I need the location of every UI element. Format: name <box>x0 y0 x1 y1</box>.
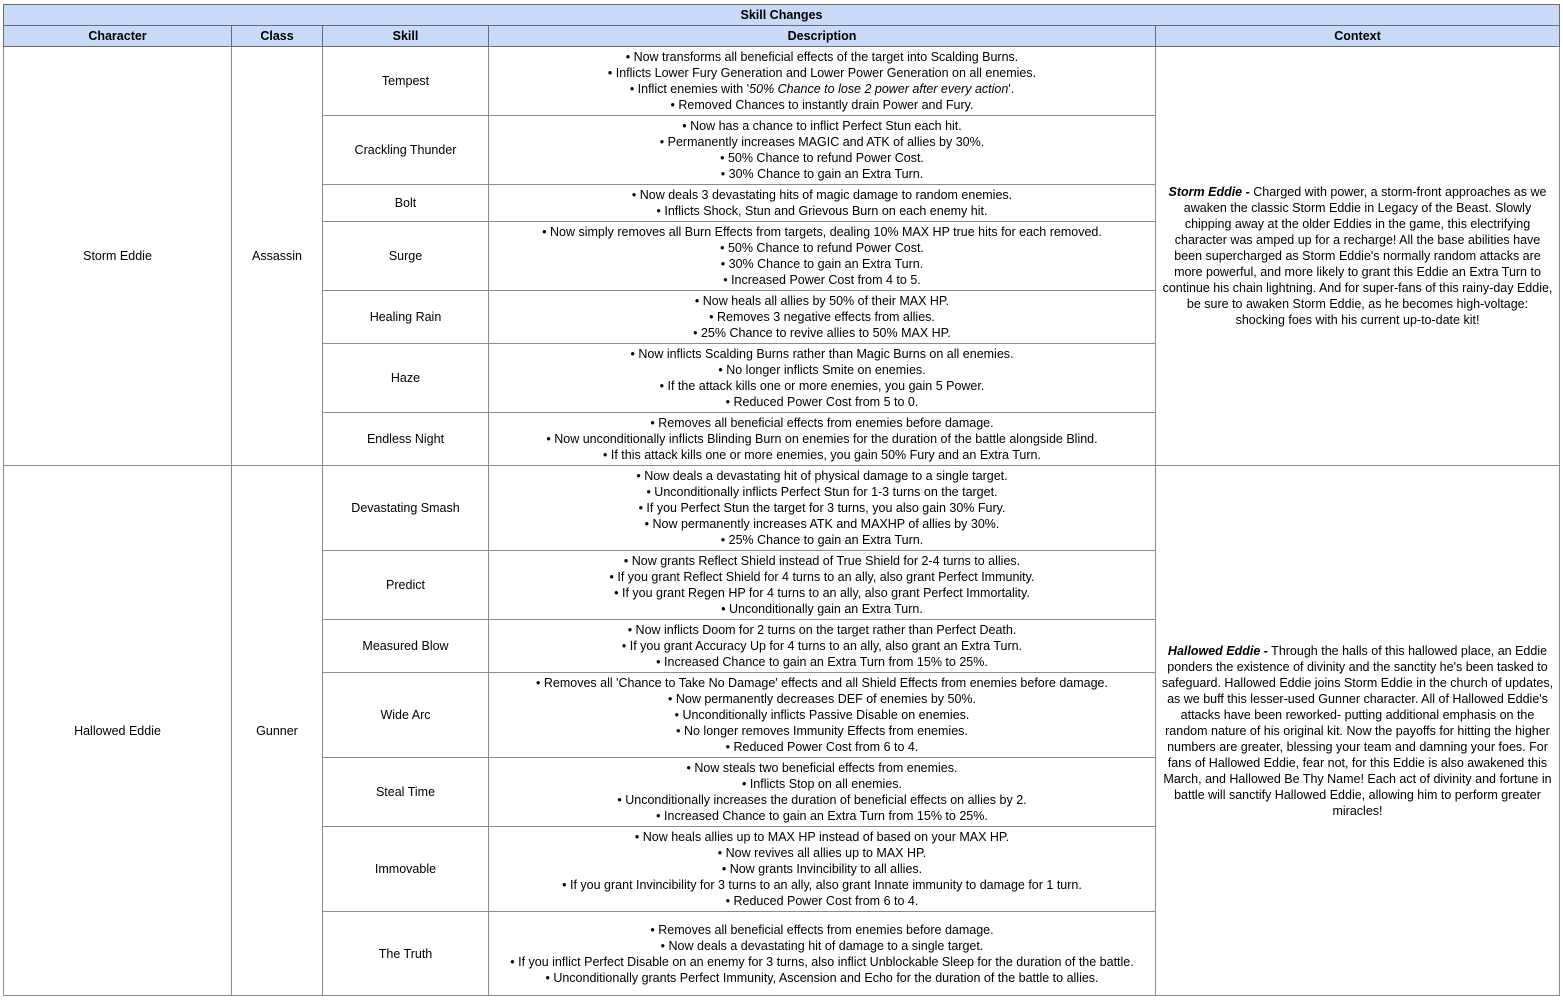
description-line: • If this attack kills one or more enemies, you gain 50% Fury and an Extra Turn. <box>603 448 1041 462</box>
skill-name: Immovable <box>323 827 489 912</box>
skill-description <box>489 827 1156 912</box>
description-line: • Now deals a devastating hit of damage to a single target. <box>660 938 984 953</box>
skill-name: Predict <box>323 551 489 620</box>
header-class: Class <box>232 26 323 47</box>
description-line: • 50% Chance to refund Power Cost. <box>720 241 924 255</box>
character-name: Storm Eddie <box>4 47 232 466</box>
description-line: • Now permanently increases ATK and MAXHP of allies by 30%. <box>644 517 1000 531</box>
description-line: • Removed Chances to instantly drain Power and Fury. <box>670 98 974 112</box>
description-line: • Removes all beneficial effects from enemies before damage. <box>650 922 994 937</box>
description-line: • Reduced Power Cost from 6 to 4. <box>725 740 919 754</box>
skill-name: Wide Arc <box>323 673 489 758</box>
character-class: Gunner <box>232 466 323 996</box>
character-context <box>1156 466 1560 996</box>
description-line: • If you grant Accuracy Up for 4 turns to an ally, also grant an Extra Turn. <box>621 639 1023 653</box>
skill-name: Endless Night <box>323 413 489 466</box>
skill-description <box>489 466 1156 551</box>
italic-quote: 50% Chance to lose 2 power after every action <box>749 82 1009 96</box>
description-line: • Inflicts Stop on all enemies. <box>741 777 902 791</box>
table-row <box>4 466 1560 551</box>
table-row <box>4 47 1560 116</box>
skill-description <box>489 912 1156 996</box>
skill-name: Haze <box>323 344 489 413</box>
description-line: • Now revives all allies up to MAX HP. <box>717 846 927 860</box>
description-line: • No longer inflicts Smite on enemies. <box>718 363 926 377</box>
skill-description <box>489 758 1156 827</box>
description-line: • Now unconditionally inflicts Blinding Burn on enemies for the duration of the battle alongside Blind. <box>546 432 1098 446</box>
skill-name: Healing Rain <box>323 291 489 344</box>
description-line: • Now heals allies up to MAX HP instead of based on your MAX HP. <box>634 830 1010 844</box>
character-class: Assassin <box>232 47 323 466</box>
description-line: • Now transforms all beneficial effects of the target into Scalding Burns. <box>625 50 1019 64</box>
header-skill: Skill <box>323 26 489 47</box>
description-line: • Now simply removes all Burn Effects from targets, dealing 10% MAX HP true hits for each removed. <box>542 225 1102 239</box>
skill-name: The Truth <box>323 912 489 996</box>
description-line: • Now has a chance to inflict Perfect Stun each hit. <box>682 119 962 133</box>
description-line: • Removes 3 negative effects from allies. <box>709 310 935 324</box>
description-line: • Now heals all allies by 50% of their MAX HP. <box>694 294 950 308</box>
context-title: Hallowed Eddie - <box>1167 643 1268 658</box>
skill-changes-table <box>3 4 1560 996</box>
header-context: Context <box>1156 26 1560 47</box>
description-line: • If you Perfect Stun the target for 3 turns, you also gain 30% Fury. <box>638 501 1006 515</box>
description-line: • If you grant Reflect Shield for 4 turns to an ally, also grant Perfect Immunity. <box>609 570 1035 584</box>
description-line: • Unconditionally increases the duration of beneficial effects on allies by 2. <box>617 793 1027 807</box>
description-line: • Inflicts Shock, Stun and Grievous Burn on each enemy hit. <box>656 204 988 218</box>
description-line: • Now grants Reflect Shield instead of True Shield for 2-4 turns to allies. <box>623 554 1021 568</box>
description-line: • Removes all 'Chance to Take No Damage' effects and all Shield Effects from enemies before damage. <box>536 676 1108 690</box>
skill-name: Bolt <box>323 185 489 222</box>
skill-description <box>489 222 1156 291</box>
description-line: • 50% Chance to refund Power Cost. <box>720 151 924 165</box>
character-name: Hallowed Eddie <box>4 466 232 996</box>
context-text: Through the halls of this hallowed place, an Eddie ponders the existence of divinity and the sanctity he's been tasked to safeguard. Hallowed Eddie joins Storm Eddie in the church of updates, as we buff this lesser-used Gunner character. All of Hallowed Eddie's attacks have been reworked- putting additional emphasis on the random nature of his original kit. Now the payoffs for hitting the higher numbers are greater, blessing your team and damning your foes. For fans of Hallowed Eddie, fear not, for this Eddie is also awakened this March, and Hallowed Be Thy Name! Each act of divinity and fortune in battle will sanctify Hallowed Eddie, allowing him to perform greater miracles! <box>1161 643 1554 818</box>
skill-description <box>489 291 1156 344</box>
description-line: • Now grants Invincibility to all allies. <box>721 862 923 876</box>
description-line: • Permanently increases MAGIC and ATK of allies by 30%. <box>659 135 985 149</box>
description-line: • No longer removes Immunity Effects from enemies. <box>676 724 968 738</box>
description-line: • 30% Chance to gain an Extra Turn. <box>720 167 924 181</box>
description-line: • Unconditionally inflicts Passive Disable on enemies. <box>674 708 970 722</box>
header-character: Character <box>4 26 232 47</box>
description-line: • Removes all beneficial effects from enemies before damage. <box>650 416 994 430</box>
skill-description <box>489 551 1156 620</box>
skill-name: Measured Blow <box>323 620 489 673</box>
description-line: • Now inflicts Doom for 2 turns on the target rather than Perfect Death. <box>627 623 1017 637</box>
context-text: Charged with power, a storm-front approaches as we awaken the classic Storm Eddie in Legacy of the Beast. Slowly chipping away at the older Eddies in the game, this electrifying character was amped up for a recharge! All the base abilities have been supercharged as Storm Eddie's normally random attacks are more powerful, and more likely to grant this Eddie an Extra Turn to continue his chain lightning. And for super-fans of this rainy-day Eddie, be sure to awaken Storm Eddie, as he becomes high-voltage: shocking foes with his current up-to-date kit! <box>1162 185 1553 327</box>
skill-name: Surge <box>323 222 489 291</box>
skill-name: Devastating Smash <box>323 466 489 551</box>
description-line: • Now steals two beneficial effects from enemies. <box>686 761 958 775</box>
skill-description <box>489 344 1156 413</box>
description-line: • Now permanently decreases DEF of enemies by 50%. <box>668 692 976 706</box>
skill-description <box>489 47 1156 116</box>
description-line: • Inflict enemies with '50% Chance to lose 2 power after every action'. <box>629 82 1015 96</box>
description-line: • Now inflicts Scalding Burns rather than Magic Burns on all enemies. <box>630 347 1014 361</box>
skill-description <box>489 413 1156 466</box>
description-line: • Increased Power Cost from 4 to 5. <box>723 273 921 287</box>
description-line: • 25% Chance to revive allies to 50% MAX HP. <box>693 326 951 340</box>
description-line: • Inflicts Lower Fury Generation and Lower Power Generation on all enemies. <box>607 66 1037 80</box>
skill-name: Crackling Thunder <box>323 116 489 185</box>
description-line: • Unconditionally inflicts Perfect Stun for 1-3 turns on the target. <box>646 485 998 499</box>
skill-name: Tempest <box>323 47 489 116</box>
description-line: • If you grant Invincibility for 3 turns to an ally, also grant Innate immunity to damage for 1 turn. <box>562 878 1082 892</box>
skill-description <box>489 620 1156 673</box>
description-line: • Increased Chance to gain an Extra Turn from 15% to 25%. <box>656 809 988 823</box>
description-line: • If you inflict Perfect Disable on an enemy for 3 turns, also inflict Unblockable Sleep for the duration of the battle. <box>510 954 1134 969</box>
skill-description <box>489 116 1156 185</box>
description-line: • Increased Chance to gain an Extra Turn from 15% to 25%. <box>656 655 988 669</box>
description-line: • 25% Chance to gain an Extra Turn. <box>720 533 924 547</box>
description-line: • Now deals a devastating hit of physical damage to a single target. <box>636 469 1008 483</box>
description-line: • If the attack kills one or more enemies, you gain 5 Power. <box>659 379 985 393</box>
table-title: Skill Changes <box>4 5 1560 26</box>
description-line: • Reduced Power Cost from 6 to 4. <box>725 894 919 908</box>
skill-name: Steal Time <box>323 758 489 827</box>
context-title: Storm Eddie - <box>1168 185 1250 199</box>
description-line: • Unconditionally grants Perfect Immunity, Ascension and Echo for the duration of the battle to allies. <box>545 970 1099 985</box>
header-description: Description <box>489 26 1156 47</box>
description-line: • Unconditionally gain an Extra Turn. <box>721 602 923 616</box>
description-line: • If you grant Regen HP for 4 turns to an ally, also grant Perfect Immortality. <box>614 586 1030 600</box>
description-line: • Now deals 3 devastating hits of magic damage to random enemies. <box>631 188 1013 202</box>
skill-description <box>489 673 1156 758</box>
description-line: • 30% Chance to gain an Extra Turn. <box>720 257 924 271</box>
skill-description <box>489 185 1156 222</box>
description-line: • Reduced Power Cost from 5 to 0. <box>725 395 919 409</box>
character-context <box>1156 47 1560 466</box>
